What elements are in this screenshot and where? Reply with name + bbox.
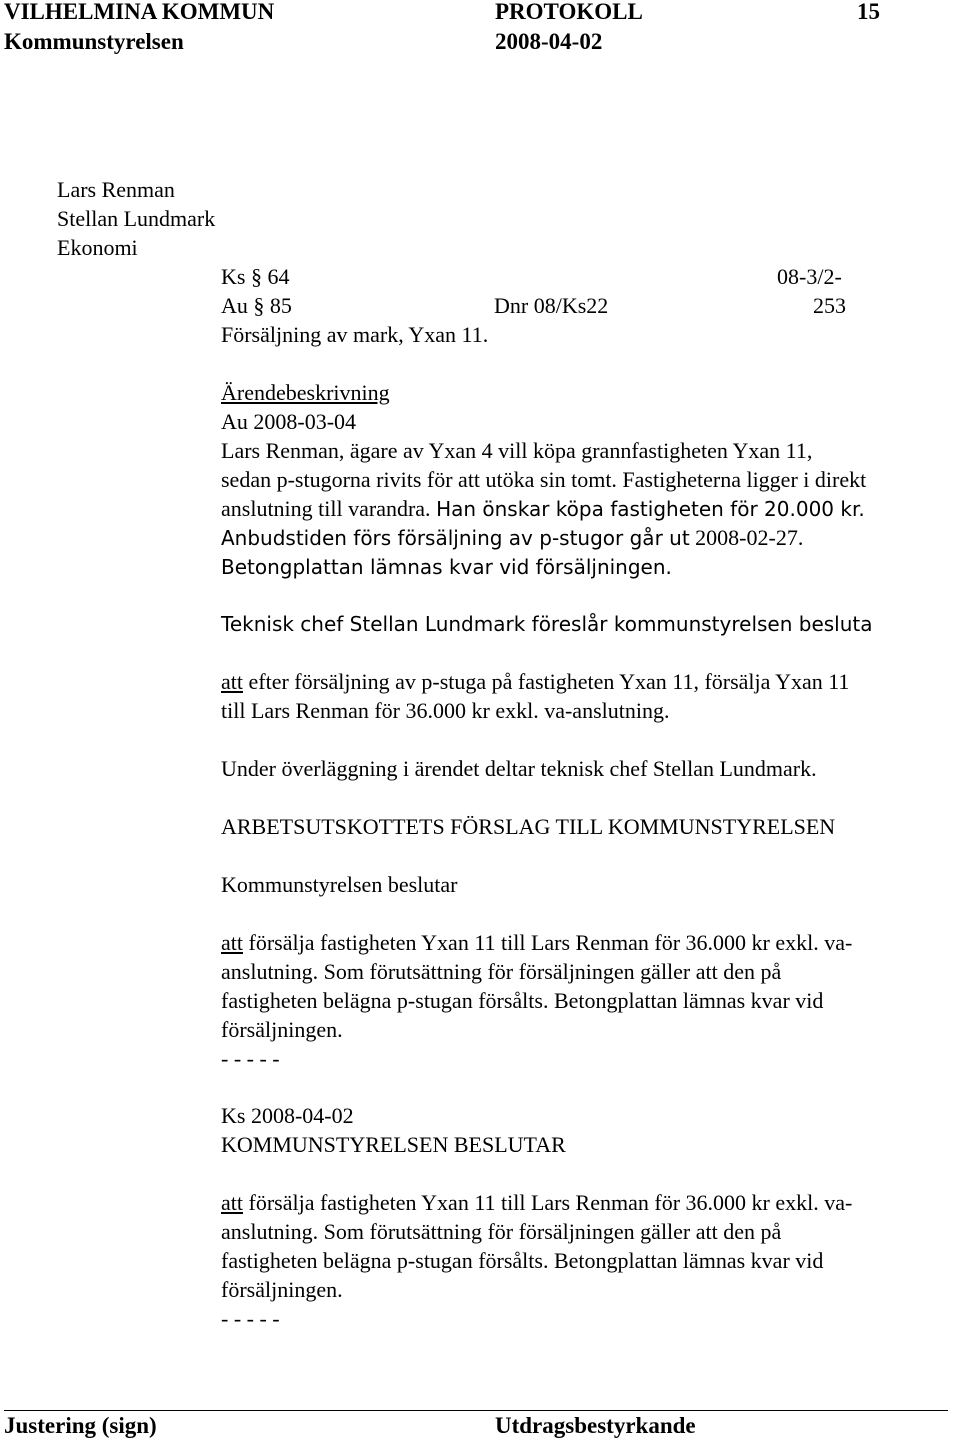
section-symbol: § [250,264,262,289]
description-text: Anbudstiden förs försäljning av p-stugor går ut [221,526,690,550]
deliberation-note: Under överläggning i ärendet deltar teknisk chef Stellan Lundmark. [221,756,817,781]
ks-decision-text: anslutning. [221,1219,319,1244]
au-decision-text: anslutning. [221,959,319,984]
ks-decision-line: försäljningen. [221,1277,343,1302]
decides-label: Kommunstyrelsen beslutar [221,872,458,897]
ks-decision-line: fastigheten belägna p-stugan försålts. Betongplattan lämnas kvar vid [221,1248,824,1273]
distribution-item: Stellan Lundmark [57,206,216,231]
separator-dashes: - - - - - [221,1306,280,1331]
att-marker: att [221,1190,243,1215]
au-label: Au [221,293,248,318]
description-text: 2008-02-27. [695,525,804,550]
au-decision-text: Som förutsättning för försäljningen gäller att den på [323,959,782,984]
section-symbol: § [253,293,265,318]
au-decision-line: försäljningen. [221,1017,343,1042]
distribution-item: Ekonomi [57,235,138,260]
description-text: Han önskar köpa fastigheten för 20.000 kr. [436,497,865,521]
ks-number: 64 [267,264,290,289]
att-marker: att [221,669,243,694]
description-au-date: Au 2008-03-04 [221,409,357,434]
description-line: sedan p-stugorna rivits för att utöka sin tomt. Fastigheterna ligger i direkt [221,467,867,492]
description-line [221,495,865,523]
proposal-text: efter försäljning av p-stuga på fastigheten Yxan 11, försälja Yxan 11 [243,669,850,694]
page-number: 15 [857,0,880,24]
footer-utdragsbestyrkande: Utdragsbestyrkande [495,1413,696,1438]
au-paragraph-ref [221,292,292,320]
file-reference: 08-3/2- [777,264,842,289]
au-proposal-heading: ARBETSUTSKOTTETS FÖRSLAG TILL KOMMUNSTYRELSEN [221,814,836,839]
ks-date-line: Ks 2008-04-02 [221,1103,354,1128]
distribution-item: Lars Renman [57,177,175,202]
footer-justering: Justering (sign) [4,1413,157,1438]
ks-decision-text: Som förutsättning för försäljningen gäller att den på [323,1219,782,1244]
au-decision-line [221,958,781,986]
ks-decision-line [221,1189,852,1217]
ks-label: Ks [221,264,246,289]
footer-rule [4,1410,948,1411]
meeting-date: 2008-04-02 [495,29,603,54]
au-number: 85 [269,293,292,318]
ks-paragraph-ref [221,263,289,291]
body-name: Kommunstyrelsen [4,29,184,54]
municipality-name: VILHELMINA KOMMUN [4,0,275,24]
diary-number: Dnr 08/Ks22 [494,293,609,318]
au-decision-line: fastigheten belägna p-stugan försålts. Betongplattan lämnas kvar vid [221,988,824,1013]
description-line: Lars Renman, ägare av Yxan 4 vill köpa grannfastigheten Yxan 11, [221,438,813,463]
att-marker: att [221,930,243,955]
separator-dashes: - - - - - [221,1046,280,1071]
ks-decision-line [221,1218,781,1246]
ks-decision-text: försälja fastigheten Yxan 11 till Lars Renman för 36.000 kr exkl. va- [243,1190,853,1215]
file-reference-2: 253 [813,293,846,318]
proposal-line: till Lars Renman för 36.000 kr exkl. va-anslutning. [221,698,670,723]
matter-title: Försäljning av mark, Yxan 11. [221,322,489,347]
document-type: PROTOKOLL [495,0,643,24]
au-decision-text: försälja fastigheten Yxan 11 till Lars Renman för 36.000 kr exkl. va- [243,930,853,955]
description-heading: Ärendebeskrivning [221,380,390,405]
proposal-line [221,668,849,696]
description-line [221,524,803,552]
proposal-intro: Teknisk chef Stellan Lundmark föreslår kommunstyrelsen besluta [221,612,873,636]
description-line: Betongplattan lämnas kvar vid försäljningen. [221,555,672,579]
description-text: anslutning till varandra. [221,496,431,521]
ks-decision-heading: KOMMUNSTYRELSEN BESLUTAR [221,1132,566,1157]
au-decision-line [221,929,852,957]
